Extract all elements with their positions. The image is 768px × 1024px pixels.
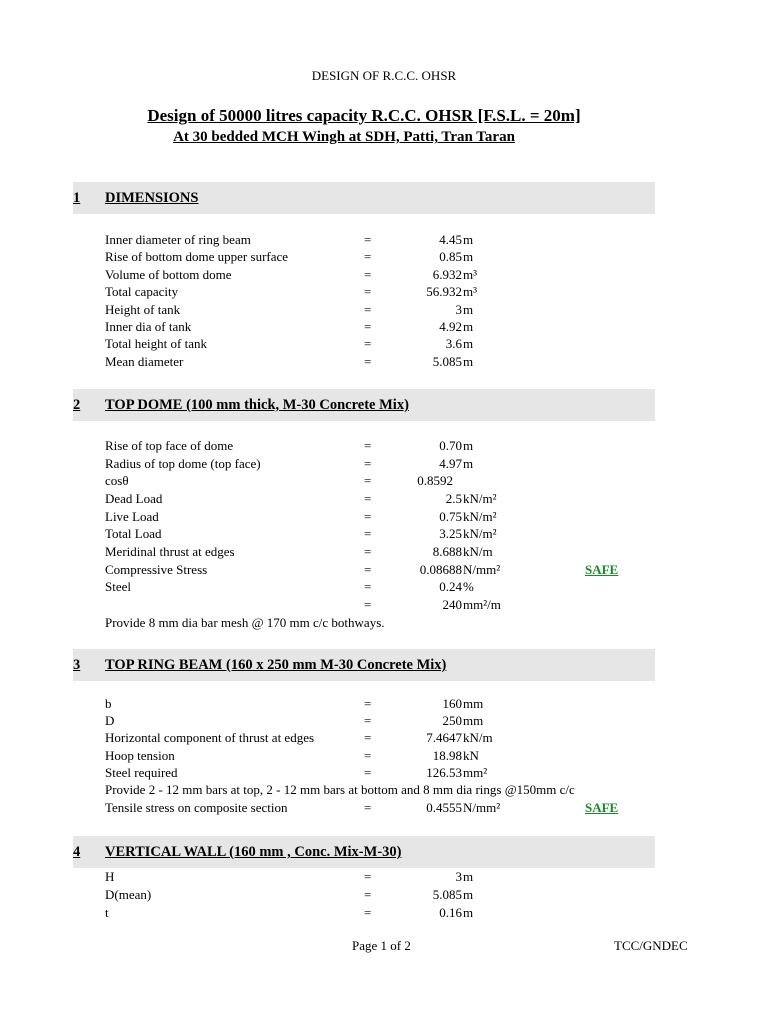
row-value: 56.932 xyxy=(426,284,462,299)
table-row xyxy=(0,354,768,371)
table-row xyxy=(0,579,768,596)
table-row xyxy=(0,336,768,353)
row-value: 4.97 xyxy=(439,456,462,471)
row-unit: mm xyxy=(463,696,484,711)
document-title: Design of 50000 litres capacity R.C.C. OHSR [F.S.L. = 20m] xyxy=(147,106,581,125)
row-label: Live Load xyxy=(105,509,159,524)
row-value: 4.92 xyxy=(439,319,462,334)
table-row xyxy=(0,456,768,473)
row-unit: m xyxy=(463,438,474,453)
row-unit: m xyxy=(463,456,474,471)
row-unit: m xyxy=(463,869,474,884)
table-row xyxy=(0,526,768,543)
row-label: Total height of tank xyxy=(105,336,207,351)
table-row xyxy=(0,713,768,730)
row-label: D xyxy=(105,713,115,728)
equals-sign: = xyxy=(364,438,372,453)
row-value: 0.08688 xyxy=(419,562,462,577)
equals-sign: = xyxy=(364,800,372,815)
equals-sign: = xyxy=(364,597,372,612)
row-label: Meridinal thrust at edges xyxy=(105,544,235,559)
row-value: 2.5 xyxy=(445,491,462,506)
equals-sign: = xyxy=(364,905,372,920)
row-unit: N/mm² xyxy=(463,800,501,815)
section-title: DIMENSIONS xyxy=(105,190,199,206)
row-value: 3 xyxy=(455,302,462,317)
equals-sign: = xyxy=(364,336,372,351)
row-unit: m xyxy=(463,354,474,369)
row-label: Total capacity xyxy=(105,284,179,299)
table-row xyxy=(0,800,768,817)
table-row xyxy=(0,597,768,614)
row-unit: kN/m² xyxy=(463,491,497,506)
table-row xyxy=(0,473,768,490)
safe-status-badge: SAFE xyxy=(585,562,619,577)
equals-sign: = xyxy=(364,765,372,780)
row-label: Steel xyxy=(105,579,131,594)
table-row xyxy=(0,544,768,561)
row-label: Inner diameter of ring beam xyxy=(105,232,251,247)
row-unit: mm²/m xyxy=(463,597,501,612)
section-number: 1 xyxy=(73,190,81,206)
row-label: Dead Load xyxy=(105,491,163,506)
equals-sign: = xyxy=(364,526,372,541)
section-title: TOP DOME (100 mm thick, M-30 Concrete Mix) xyxy=(105,397,409,413)
equals-sign: = xyxy=(364,267,372,282)
row-unit: % xyxy=(463,579,474,594)
section-header-top-ring-beam xyxy=(73,649,655,681)
row-value: 0.4555 xyxy=(426,800,462,815)
equals-sign: = xyxy=(364,696,372,711)
row-unit: m xyxy=(463,905,474,920)
row-unit: kN/m² xyxy=(463,526,497,541)
section-title: VERTICAL WALL (160 mm , Conc. Mix-M-30) xyxy=(105,844,402,860)
table-row xyxy=(0,491,768,508)
equals-sign: = xyxy=(364,544,372,559)
equals-sign: = xyxy=(364,284,372,299)
table-row xyxy=(0,748,768,765)
row-label: Inner dia of tank xyxy=(105,319,192,334)
table-row xyxy=(0,905,768,922)
equals-sign: = xyxy=(364,302,372,317)
table-row xyxy=(0,696,768,713)
row-value: 126.53 xyxy=(426,765,462,780)
equals-sign: = xyxy=(364,579,372,594)
row-value: 0.75 xyxy=(439,509,462,524)
row-label: H xyxy=(105,869,115,884)
row-label: D(mean) xyxy=(105,887,152,902)
equals-sign: = xyxy=(364,887,372,902)
section-header-top-dome xyxy=(73,389,655,421)
table-row xyxy=(0,302,768,319)
row-label: Horizontal component of thrust at edges xyxy=(105,730,315,745)
document-subtitle: At 30 bedded MCH Wingh at SDH, Patti, Tran Taran xyxy=(173,129,515,145)
row-unit: kN/m xyxy=(463,544,493,559)
row-value: 5.085 xyxy=(432,354,462,369)
document-header: DESIGN OF R.C.C. OHSR xyxy=(311,68,457,83)
equals-sign: = xyxy=(364,491,372,506)
row-label: Height of tank xyxy=(105,302,181,317)
row-label: cosθ xyxy=(105,473,129,488)
table-row xyxy=(0,319,768,336)
equals-sign: = xyxy=(364,713,372,728)
row-unit: m xyxy=(463,232,474,247)
equals-sign: = xyxy=(364,869,372,884)
row-unit: mm² xyxy=(463,765,488,780)
equals-sign: = xyxy=(364,748,372,763)
row-unit: m xyxy=(463,887,474,902)
row-value: 7.4647 xyxy=(426,730,462,745)
equals-sign: = xyxy=(364,473,372,488)
row-unit: kN/m xyxy=(463,730,493,745)
row-unit: m³ xyxy=(463,267,478,282)
row-label: Steel required xyxy=(105,765,178,780)
row-value: 0.8592 xyxy=(417,473,453,488)
row-value: 0.24 xyxy=(439,579,462,594)
row-label: Hoop tension xyxy=(105,748,175,763)
row-label: b xyxy=(105,696,112,711)
row-unit: N/mm² xyxy=(463,562,501,577)
table-row xyxy=(0,438,768,455)
row-value: 3.6 xyxy=(445,336,462,351)
row-value: 0.85 xyxy=(439,249,462,264)
equals-sign: = xyxy=(364,319,372,334)
row-label: Mean diameter xyxy=(105,354,184,369)
equals-sign: = xyxy=(364,562,372,577)
row-value: 8.688 xyxy=(432,544,462,559)
row-value: 5.085 xyxy=(432,887,462,902)
section-header-vertical-wall xyxy=(73,836,655,868)
table-row xyxy=(0,887,768,904)
section-title: TOP RING BEAM (160 x 250 mm M-30 Concrete Mix) xyxy=(105,657,447,673)
section-number: 4 xyxy=(73,844,81,860)
row-label: Rise of bottom dome upper surface xyxy=(105,249,289,264)
row-unit: m xyxy=(463,249,474,264)
row-value: 3 xyxy=(455,869,462,884)
row-unit: m xyxy=(463,319,474,334)
row-label: Rise of top face of dome xyxy=(105,438,234,453)
row-label: Volume of bottom dome xyxy=(105,267,232,282)
footer-organization: TCC/GNDEC xyxy=(614,938,688,953)
row-value: 6.932 xyxy=(432,267,462,282)
row-value: 4.45 xyxy=(439,232,462,247)
row-unit: kN xyxy=(463,748,479,763)
row-unit: m³ xyxy=(463,284,478,299)
row-label: Compressive Stress xyxy=(105,562,208,577)
equals-sign: = xyxy=(364,509,372,524)
row-value: 0.16 xyxy=(439,905,462,920)
provision-note: Provide 2 - 12 mm bars at top, 2 - 12 mm bars at bottom and 8 mm dia rings @150mm c/c xyxy=(105,782,575,797)
equals-sign: = xyxy=(364,456,372,471)
section-header-dimensions xyxy=(73,182,655,214)
row-value: 250 xyxy=(442,713,462,728)
table-row xyxy=(0,249,768,266)
row-value: 18.98 xyxy=(432,748,462,763)
table-row xyxy=(0,509,768,526)
row-label: Radius of top dome (top face) xyxy=(105,456,261,471)
equals-sign: = xyxy=(364,354,372,369)
table-row xyxy=(0,562,768,579)
equals-sign: = xyxy=(364,249,372,264)
row-unit: m xyxy=(463,336,474,351)
table-row xyxy=(0,869,768,886)
row-label: Total Load xyxy=(105,526,162,541)
table-row xyxy=(0,765,768,782)
row-unit: kN/m² xyxy=(463,509,497,524)
row-label: t xyxy=(105,905,109,920)
provision-note: Provide 8 mm dia bar mesh @ 170 mm c/c bothways. xyxy=(105,615,385,630)
page-number: Page 1 of 2 xyxy=(352,938,411,953)
table-row xyxy=(0,232,768,249)
section-number: 2 xyxy=(73,397,81,413)
row-label: Tensile stress on composite section xyxy=(105,800,288,815)
table-row xyxy=(0,267,768,284)
table-row xyxy=(0,284,768,301)
row-value: 0.70 xyxy=(439,438,462,453)
equals-sign: = xyxy=(364,730,372,745)
safe-status-badge: SAFE xyxy=(585,800,619,815)
row-unit: mm xyxy=(463,713,484,728)
row-value: 160 xyxy=(442,696,462,711)
row-value: 240 xyxy=(442,597,462,612)
row-value: 3.25 xyxy=(439,526,462,541)
row-unit: m xyxy=(463,302,474,317)
table-row xyxy=(0,730,768,747)
section-number: 3 xyxy=(73,657,81,673)
equals-sign: = xyxy=(364,232,372,247)
